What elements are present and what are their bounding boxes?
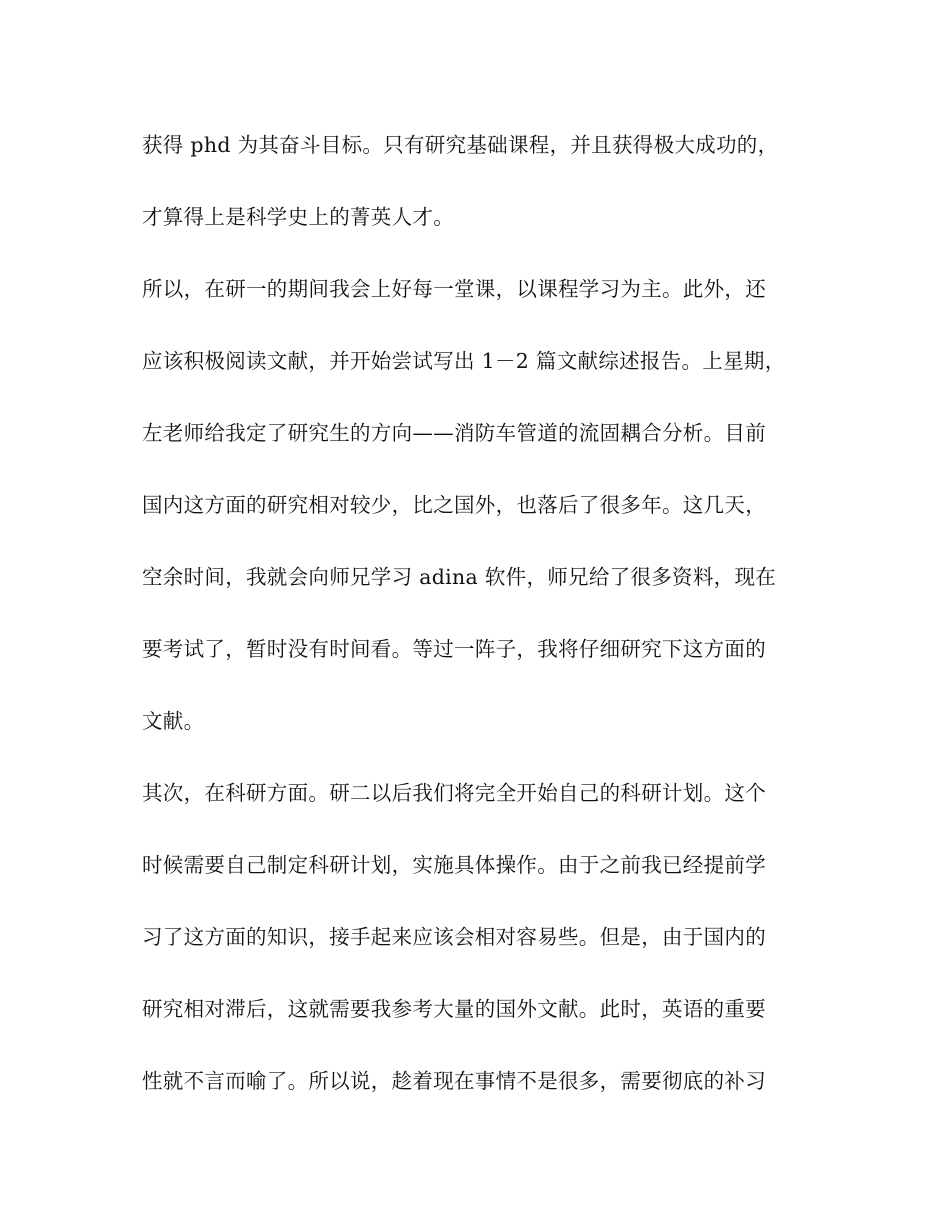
text-line: 研究相对滞后，这就需要我参考大量的国外文献。此时，英语的重要 [142,997,766,1021]
text-line: 才算得上是科学史上的菁英人才。 [142,205,454,229]
text-line: 习了这方面的知识，接手起来应该会相对容易些。但是，由于国内的 [142,925,766,949]
text-line: 文献。 [142,709,205,733]
text-line: 空余时间，我就会向师兄学习 adina 软件，师兄给了很多资料，现在 [142,565,777,589]
text-line: 获得 phd 为其奋斗目标。只有研究基础课程，并且获得极大成功的， [142,133,779,157]
document-body [142,122,812,1130]
text-line: 应该积极阅读文献，并开始尝试写出 1－2 篇文献综述报告。上星期， [142,349,786,373]
text-line: 要考试了，暂时没有时间看。等过一阵子，我将仔细研究下这方面的 [142,637,766,661]
text-line: 国内这方面的研究相对较少，比之国外，也落后了很多年。这几天， [142,493,766,517]
text-line: 左老师给我定了研究生的方向——消防车管道的流固耦合分析。目前 [142,421,766,445]
text-line: 所以，在研一的期间我会上好每一堂课，以课程学习为主。此外，还 [142,277,766,301]
text-line: 性就不言而喻了。所以说，趁着现在事情不是很多，需要彻底的补习 [142,1069,766,1093]
text-line: 其次，在科研方面。研二以后我们将完全开始自己的科研计划。这个 [142,781,766,805]
text-line: 时候需要自己制定科研计划，实施具体操作。由于之前我已经提前学 [142,853,766,877]
